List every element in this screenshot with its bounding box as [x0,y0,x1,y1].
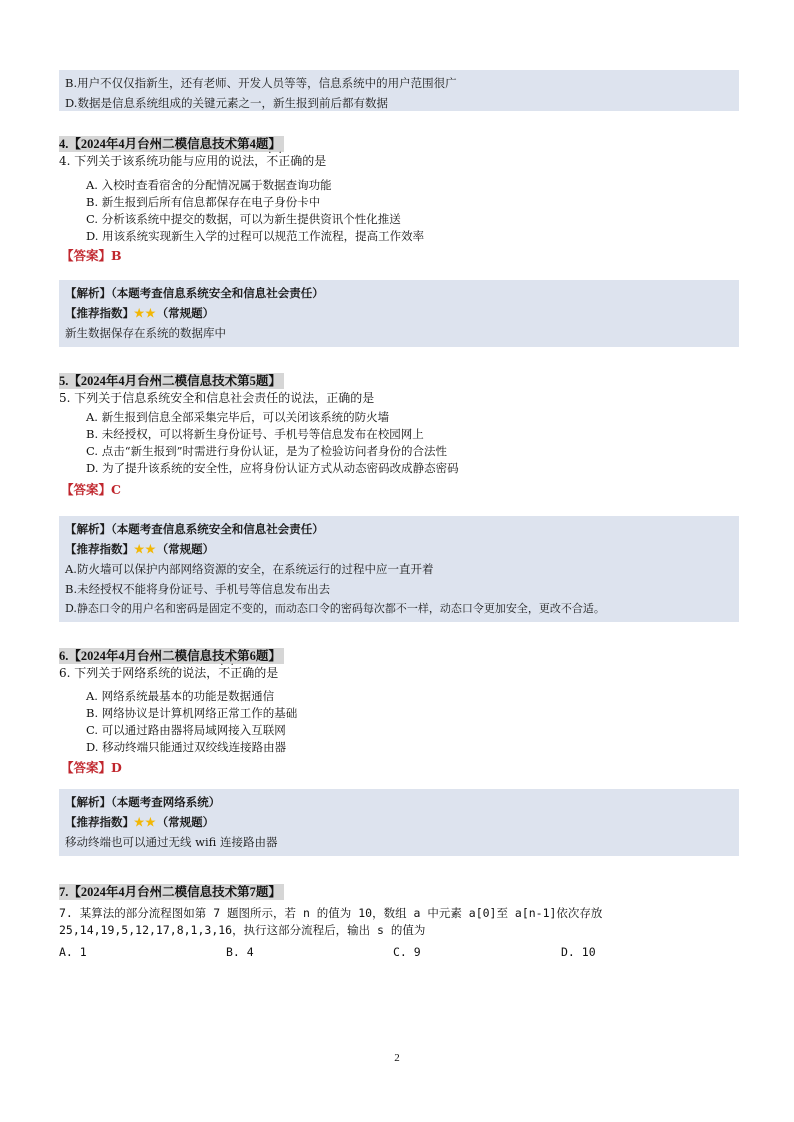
stem-text: 4. 下列关于该系统功能与应用的说法， [59,154,267,168]
recommend-label: 【推荐指数】 [65,815,134,829]
analysis-line: D.数据是信息系统组成的关键元素之一，新生报到前后都有数据 [65,96,388,110]
emphasis-text: 不正确 · · [218,666,254,680]
analysis-box-q5 [59,516,739,622]
question-4-option-d: D. 用该系统实现新生入学的过程可以规范工作流程，提高工作效率 [86,229,425,243]
recommend-label: 【推荐指数】 [65,542,134,556]
analysis-line: 新生数据保存在系统的数据库中 [65,326,226,340]
question-5-option-d: D. 为了提升该系统的安全性，应将身份认证方式从动态密码改成静态密码 [86,461,459,475]
recommend-index [65,303,733,323]
question-4-option-a: A. 入校时查看宿舍的分配情况属于数据查询功能 [86,178,332,192]
emphasis-text: 不正确 · · [266,154,302,168]
stem-text: 的是 [302,154,327,168]
star-icon: ★★ [134,815,157,829]
stem-text: 6. 下列关于网络系统的说法， [59,666,219,680]
analysis-heading: 【解析】（本题考查网络系统） [65,795,221,809]
question-7-stem-line-1: 7. 某算法的部分流程图如第 7 题图所示，若 n 的值为 10，数组 a 中元素 a[0]至 a[n-1]依次存放 [59,906,603,920]
recommend-label: 【推荐指数】 [65,306,134,320]
recommend-type: （常规题） [156,815,215,829]
question-4-option-c: C. 分析该系统中提交的数据，可以为新生提供资讯个性化推送 [86,212,401,226]
question-5-option-b: B. 未经授权，可以将新生身份证号、手机号等信息发布在校园网上 [86,427,424,441]
question-5-option-a: A. 新生报到信息全部采集完毕后，可以关闭该系统的防火墙 [86,410,390,424]
question-4-answer: 【答案】B [61,248,122,263]
question-7-option-c: C. 9 [393,945,421,959]
question-6-answer: 【答案】D [61,760,122,775]
question-6-option-b: B. 网络协议是计算机网络正常工作的基础 [86,706,298,720]
star-icon: ★★ [134,306,157,320]
question-6-option-c: C. 可以通过路由器将局域网接入互联网 [86,723,286,737]
analysis-line: B.用户不仅仅指新生，还有老师、开发人员等等，信息系统中的用户范围很广 [65,76,457,90]
analysis-box-q3 [59,70,739,111]
question-6-option-d: D. 移动终端只能通过双绞线连接路由器 [86,740,287,754]
analysis-heading: 【解析】（本题考查信息系统安全和信息社会责任） [65,286,324,300]
analysis-heading: 【解析】（本题考查信息系统安全和信息社会责任） [65,522,324,536]
analysis-box-q4 [59,280,739,347]
question-4-heading: 4.【2024年4月台州二模信息技术第4题】 [59,136,284,152]
question-4-stem [59,153,326,170]
recommend-type: （常规题） [156,542,215,556]
analysis-line: D.静态口令的用户名和密码是固定不变的，而动态口令的密码每次都不一样，动态口令更加安全，更改不合适。 [65,602,605,615]
analysis-box-q6 [59,789,739,856]
recommend-index [65,812,733,832]
question-5-answer: 【答案】C [61,482,121,497]
star-icon: ★★ [134,542,157,556]
analysis-line: B.未经授权不能将身份证号、手机号等信息发布出去 [65,582,331,596]
question-6-stem [59,665,278,682]
analysis-line: A.防火墙可以保护内部网络资源的安全，在系统运行的过程中应一直开着 [65,562,434,576]
recommend-index [65,539,733,559]
question-7-option-a: A. 1 [59,945,87,959]
question-7-option-d: D. 10 [561,945,596,959]
analysis-line: 移动终端也可以通过无线 wifi 连接路由器 [65,835,278,849]
recommend-type: （常规题） [156,306,215,320]
question-7-stem-line-2: 25,14,19,5,12,17,8,1,3,16，执行这部分流程后，输出 s 的值为 [59,923,426,937]
question-6-option-a: A. 网络系统最基本的功能是数据通信 [86,689,275,703]
stem-text: 的是 [254,666,279,680]
question-5-option-c: C. 点击“新生报到”时需进行身份认证，是为了检验访问者身份的合法性 [86,444,447,458]
question-5-stem: 5. 下列关于信息系统安全和信息社会责任的说法，正确的是 [59,391,375,405]
question-5-heading: 5.【2024年4月台州二模信息技术第5题】 [59,373,284,389]
page-number: 2 [394,1052,400,1064]
question-7-heading: 7.【2024年4月台州二模信息技术第7题】 [59,884,284,900]
question-6-heading: 6.【2024年4月台州二模信息技术第6题】 [59,648,284,664]
question-7-option-b: B. 4 [226,945,254,959]
question-4-option-b: B. 新生报到后所有信息都保存在电子身份卡中 [86,195,321,209]
